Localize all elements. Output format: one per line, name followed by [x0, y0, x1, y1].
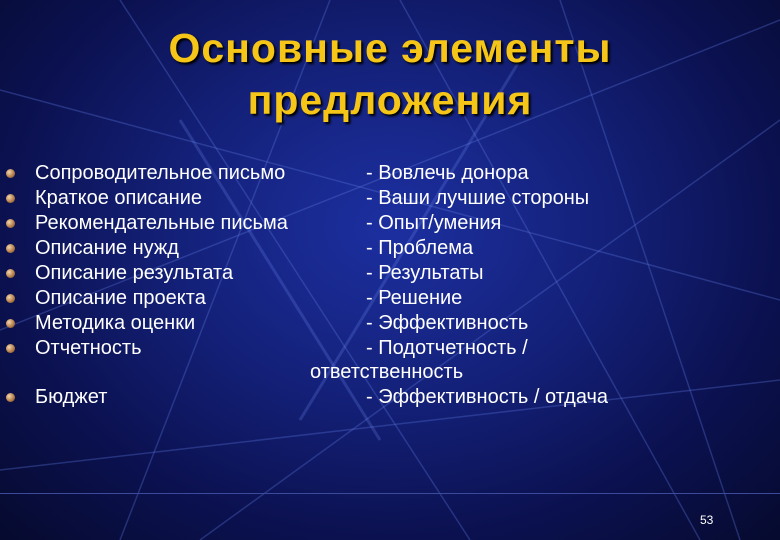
bullet-icon: [6, 219, 15, 228]
list-item-left: Описание результата: [35, 262, 234, 284]
slide-title: [60, 22, 720, 126]
bullet-icon: [6, 269, 15, 278]
list-item-right: - Эффективность: [366, 312, 529, 334]
bullet-icon: [6, 294, 15, 303]
list-item-left: Бюджет: [35, 386, 108, 408]
list-item-right: - Ваши лучшие стороны: [366, 187, 590, 209]
bullet-icon: [6, 344, 15, 353]
list-item-right: - Подотчетность /: [366, 337, 528, 359]
list-item-right: - Проблема: [366, 237, 474, 259]
bullet-icon: [6, 244, 15, 253]
bullet-icon: [6, 393, 15, 402]
bullet-icon: [6, 319, 15, 328]
list-item-right: - Опыт/умения: [366, 212, 502, 234]
list-item-right: - Вовлечь донора: [366, 162, 529, 184]
list-item-left: Описание нужд: [35, 237, 179, 259]
list-item-left: Сопроводительное письмо: [35, 162, 286, 184]
bullet-icon: [6, 169, 15, 178]
title-line-2: предложения: [247, 77, 533, 123]
list-item-left: Краткое описание: [35, 187, 202, 209]
list-item-right: - Эффективность / отдача: [366, 386, 609, 408]
list-item-left: Описание проекта: [35, 287, 206, 309]
title-line-1: Основные элементы: [168, 25, 612, 71]
page-number: 53: [700, 513, 714, 527]
list-item-left: Методика оценки: [35, 312, 196, 334]
list-item-right: - Результаты: [366, 262, 484, 284]
list-item-left: Отчетность: [35, 337, 142, 359]
footer-divider: [0, 493, 780, 494]
bullet-icon: [6, 194, 15, 203]
list-item-left: Рекомендательные письма: [35, 212, 288, 234]
list-item-right-continued: ответственность: [310, 361, 464, 383]
list-item-right: - Решение: [366, 287, 463, 309]
